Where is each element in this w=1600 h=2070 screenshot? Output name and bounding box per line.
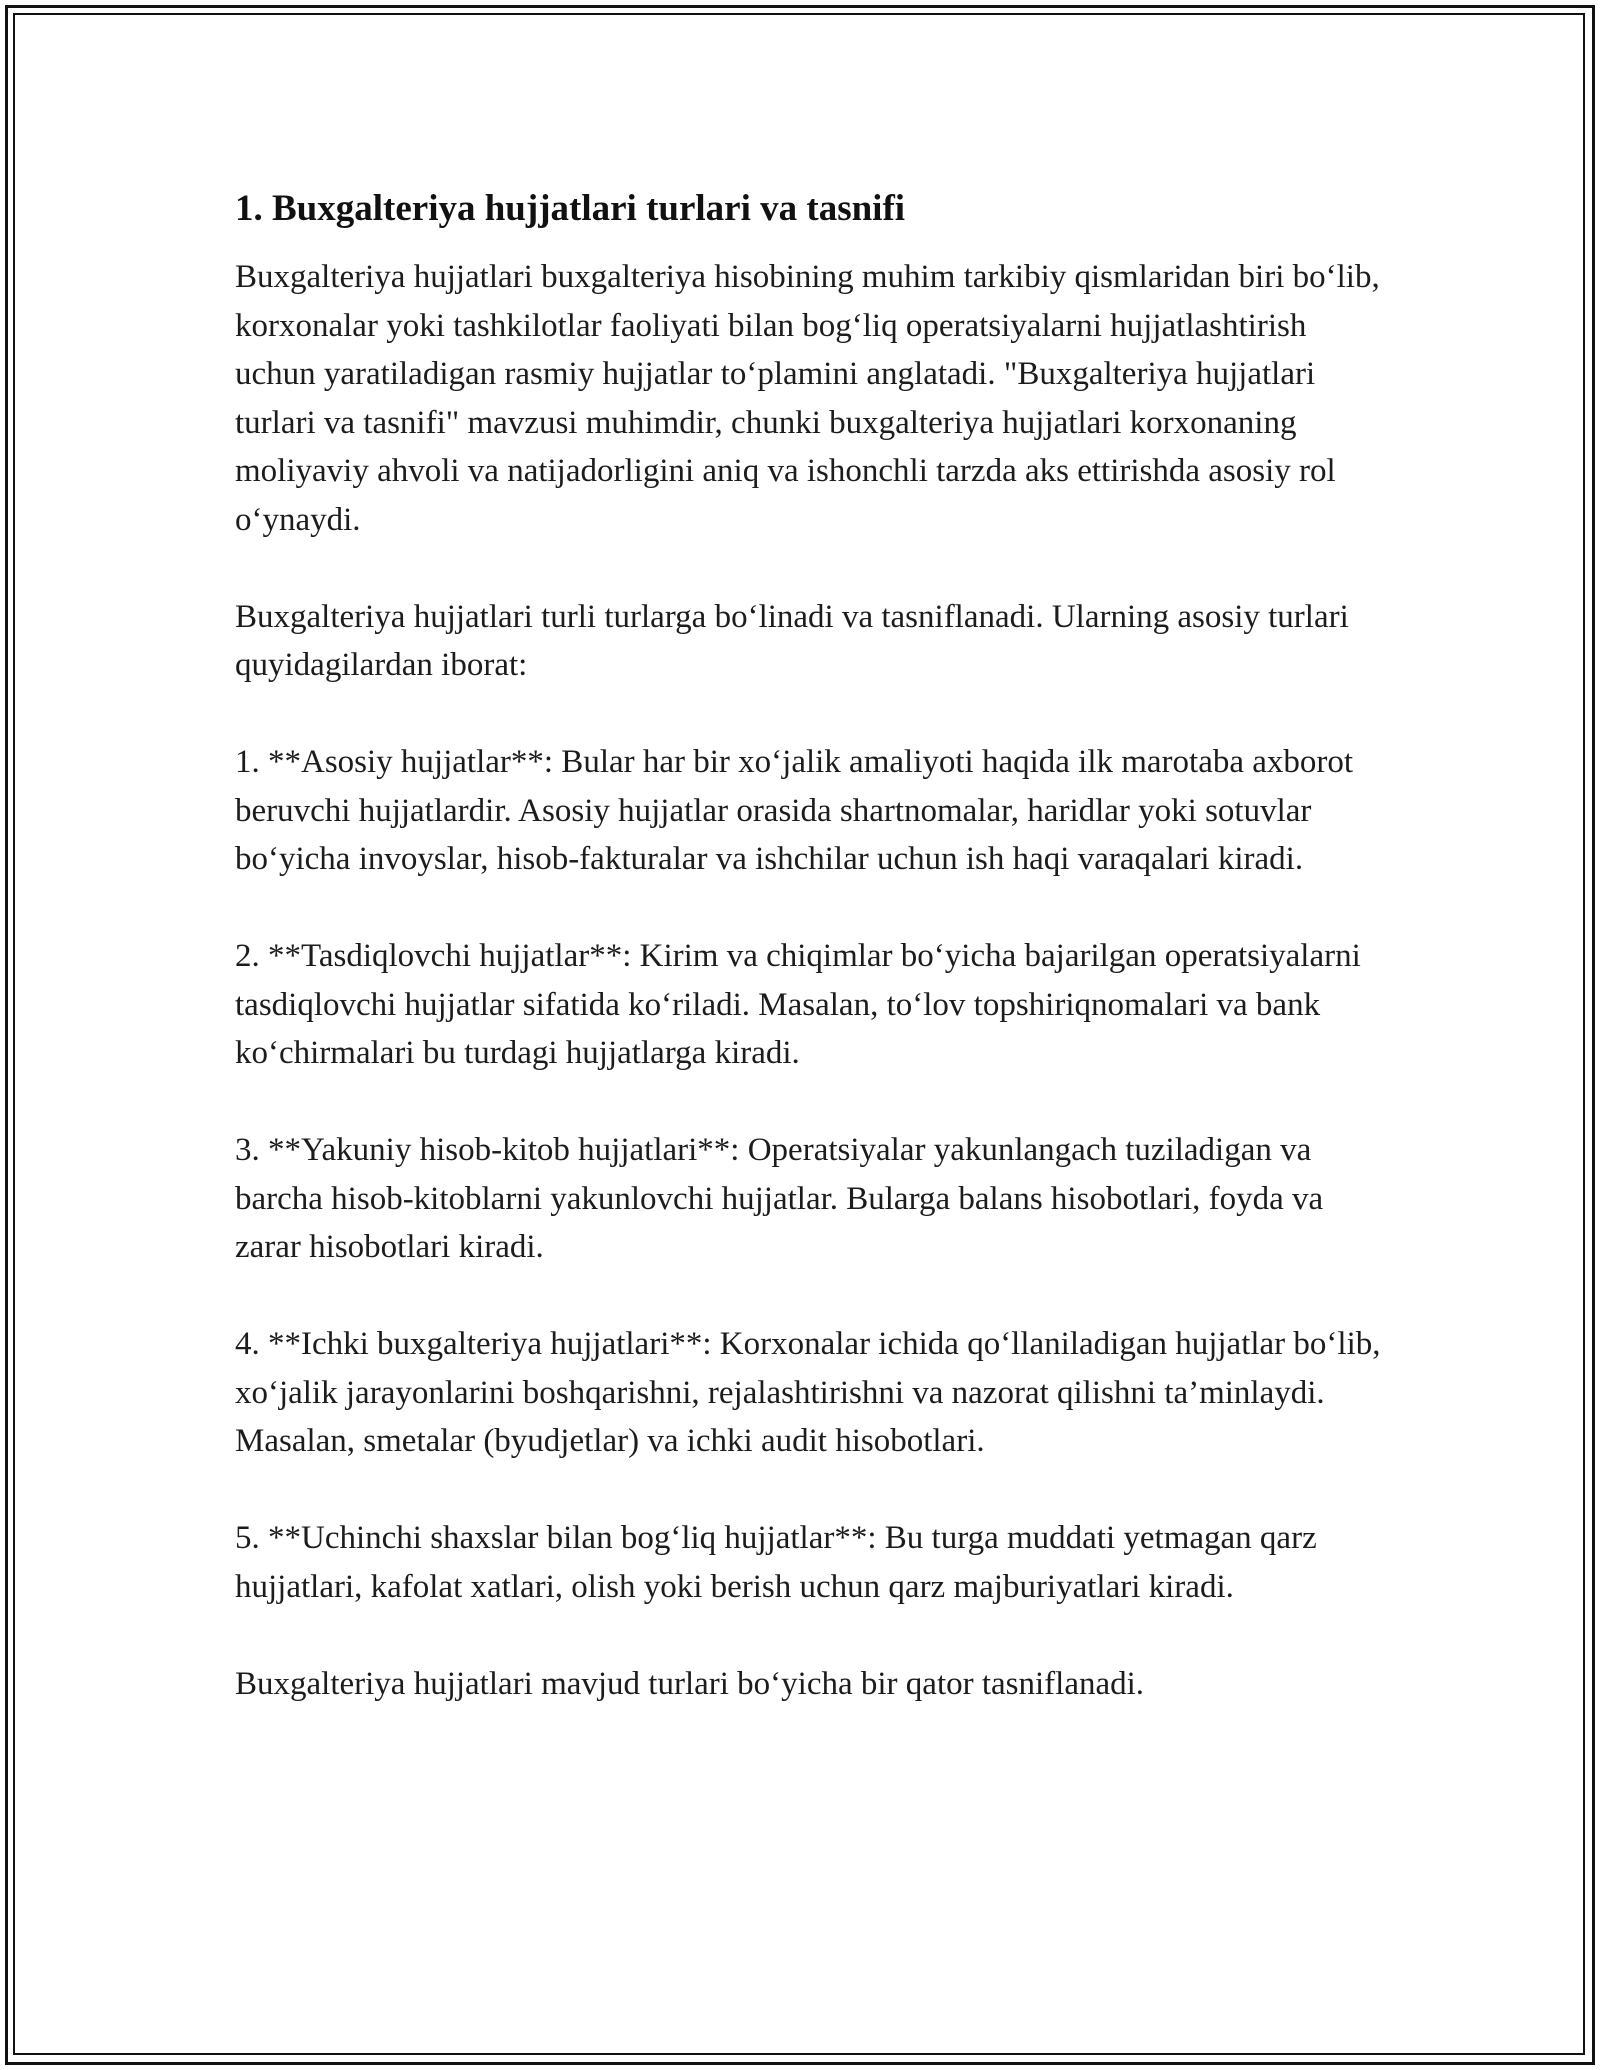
- paragraph-types-intro: Buxgalteriya hujjatlari turli turlarga boʻlinadi va tasniflanadi. Ularning asosiy turlari quyidagilardan iborat:: [235, 598, 1349, 683]
- paragraph-conclusion: Buxgalteriya hujjatlari mavjud turlari boʻyicha bir qator tasniflanadi.: [235, 1665, 1145, 1702]
- list-item-primary-documents: 1. **Asosiy hujjatlar**: Bular har bir xoʻjalik amaliyoti haqida ilk marotaba axborot beruvchi hujjatlardir. Asosiy hujjatlar orasida shartnomalar, haridlar yoki sotuvlar boʻyicha invoyslar, hisob-fakturalar va ishchilar uchun ish haqi varaqalari kiradi.: [235, 744, 1354, 877]
- list-item-final-settlement-documents: 3. **Yakuniy hisob-kitob hujjatlari**: Operatsiyalar yakunlangach tuziladigan va barcha hisob-kitoblarni yakunlovchi hujjatlar. Bularga balans hisobotlari, foyda va zarar hisobotlari kiradi.: [235, 1132, 1324, 1265]
- list-item-third-party-documents: 5. **Uchinchi shaxslar bilan bogʻliq hujjatlar**: Bu turga muddati yetmagan qarz hujjatlari, kafolat xatlari, olish yoki berish uchun qarz majburiyatlari kiradi.: [235, 1520, 1317, 1605]
- document-title: 1. Buxgalteriya hujjatlari turlari va tasnifi: [235, 188, 906, 229]
- document-body: [235, 185, 1385, 1757]
- list-item-confirming-documents: 2. **Tasdiqlovchi hujjatlar**: Kirim va chiqimlar boʻyicha bajarilgan operatsiyalarni tasdiqlovchi hujjatlar sifatida koʻriladi. Masalan, toʻlov topshiriqnomalari va bank koʻchirmalari bu turdagi hujjatlarga kiradi.: [235, 938, 1361, 1071]
- list-item-internal-accounting-documents: 4. **Ichki buxgalteriya hujjatlari**: Korxonalar ichida qoʻllaniladigan hujjatlar boʻlib, xoʻjalik jarayonlarini boshqarishni, rejalashtirishni va nazorat qilishni ta’minlaydi. Masalan, smetalar (byudjetlar) va ichki audit hisobotlari.: [235, 1326, 1381, 1459]
- paragraph-intro: Buxgalteriya hujjatlari buxgalteriya hisobining muhim tarkibiy qismlaridan biri boʻlib, korxonalar yoki tashkilotlar faoliyati bilan bogʻliq operatsiyalarni hujjatlashtirish uchun yaratiladigan rasmiy hujjatlar toʻplamini anglatadi. "Buxgalteriya hujjatlari turlari va tasnifi" mavzusi muhimdir, chunki buxgalteriya hujjatlari korxonaning moliyaviy ahvoli va natijadorligini aniq va ishonchli tarzda aks ettirishda asosiy rol oʻynaydi.: [235, 259, 1380, 538]
